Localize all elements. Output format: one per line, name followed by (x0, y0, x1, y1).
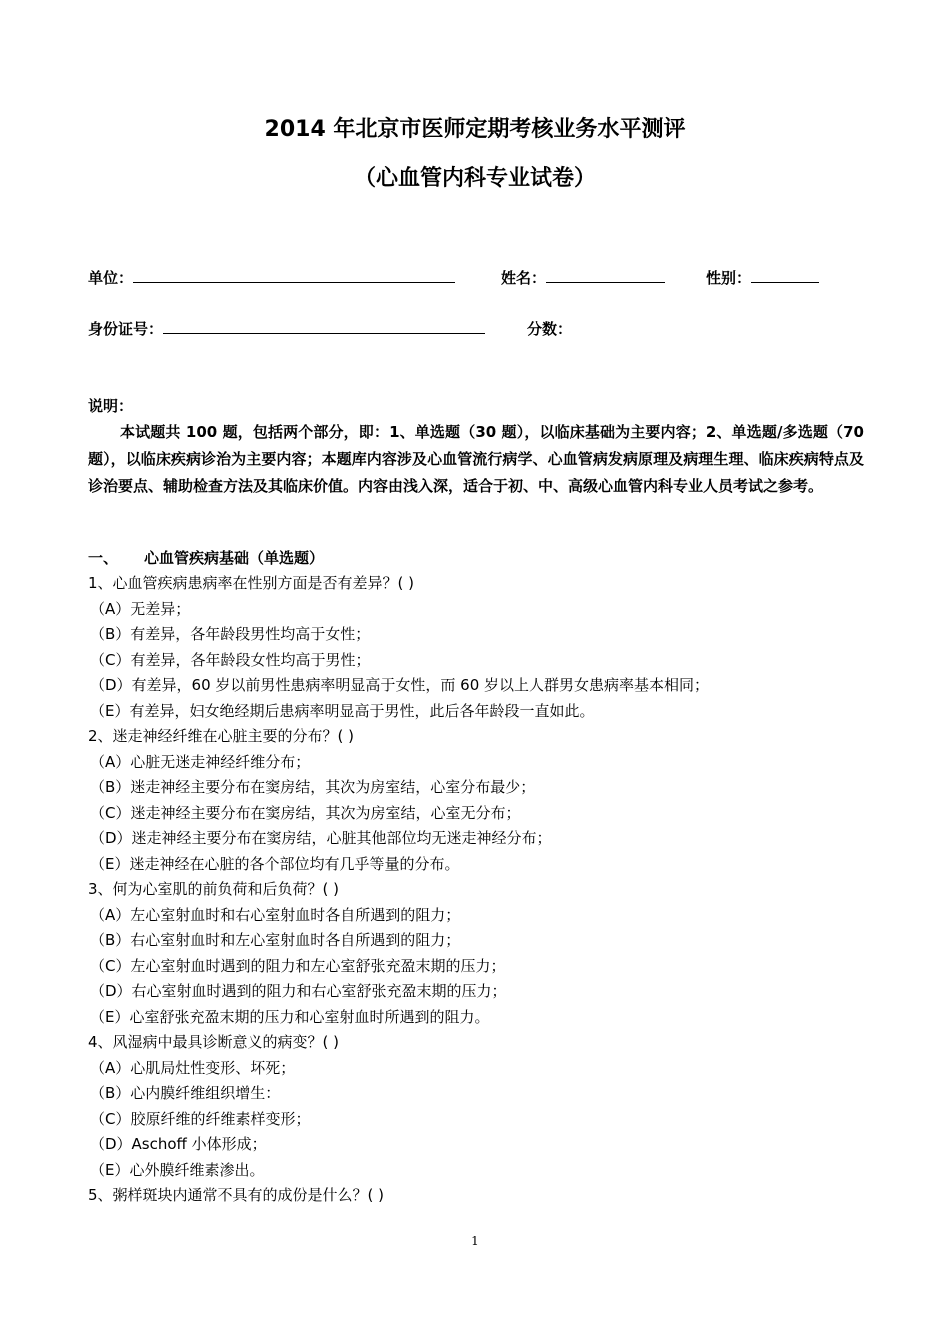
question-stem: 2、迷走神经纤维在心脏主要的分布？( ) (88, 727, 355, 745)
question-stem: 5、粥样斑块内通常不具有的成份是什么？( ) (88, 1186, 385, 1204)
question-stem: 4、风湿病中最具诊断意义的病变？( ) (88, 1033, 340, 1051)
answer-option: （C）左心室射血时遇到的阻力和左心室舒张充盈末期的压力； (90, 956, 506, 975)
answer-option: （C）有差异，各年龄段女性均高于男性； (90, 650, 371, 669)
id-blank (163, 319, 485, 334)
exam-title: 2014 年北京市医师定期考核业务水平测评 (264, 117, 686, 142)
answer-option: （B）迷走神经主要分布在窦房结，其次为房室结，心室分布最少； (90, 778, 536, 796)
answer-option: （C）胶原纤维的纤维素样变形； (90, 1109, 311, 1128)
gender-field (706, 267, 819, 289)
exam-subtitle: （心血管内科专业试卷） (353, 166, 596, 191)
id-label: 身份证号： (88, 320, 164, 338)
answer-option: （D）有差异，60 岁以前男性患病率明显高于女性，而 60 岁以上人群男女患病率基本相同； (90, 676, 710, 694)
answer-option: （A）心肌局灶性变形、坏死； (90, 1058, 296, 1077)
answer-option: （E）心外膜纤维素渗出。 (90, 1160, 265, 1179)
answer-option: （E）有差异，妇女绝经期后患病率明显高于男性，此后各年龄段一直如此。 (90, 701, 595, 720)
answer-option: （E）心室舒张充盈末期的压力和心室射血时所遇到的阻力。 (90, 1007, 490, 1026)
score-label: 分数： (527, 320, 573, 338)
answer-option: （B）心内膜纤维组织增生： (90, 1084, 281, 1102)
name-blank (546, 268, 665, 283)
instructions-body: 本试题共 100 题，包括两个部分，即：1、单选题（30 题），以临床基础为主要内容；2、单选题/多选题（70 题），以临床疾病诊治为主要内容；本题库内容涉及心血管流行病学、心血管病发病原理及病理生理、临床疾病特点及诊治要点、辅助检查方法及其临床价值。内容由浅入深，适合于初、中、高级心血管内科专业人员考试之参考。 (88, 423, 864, 495)
name-field (501, 267, 665, 289)
question-stem: 1、心血管疾病患病率在性别方面是否有差异？( ) (88, 574, 415, 592)
answer-option: （E）迷走神经在心脏的各个部位均有几乎等量的分布。 (90, 854, 460, 873)
gender-label: 性别： (706, 269, 752, 287)
answer-option: （C）迷走神经主要分布在窦房结，其次为房室结，心室无分布； (90, 803, 521, 822)
unit-label: 单位： (88, 269, 134, 287)
answer-option: （B）有差异，各年龄段男性均高于女性； (90, 625, 371, 643)
question-stem: 3、何为心室肌的前负荷和后负荷？( ) (88, 880, 340, 898)
gender-blank (751, 268, 819, 283)
name-label: 姓名： (501, 269, 547, 287)
unit-blank (133, 268, 455, 283)
answer-option: （B）右心室射血时和左心室射血时各自所遇到的阻力； (90, 931, 461, 949)
answer-option: （A）无差异； (90, 599, 191, 618)
answer-option: （D）Aschoff 小体形成； (90, 1135, 267, 1153)
unit-field (88, 267, 455, 289)
section-number: 一、 (88, 549, 119, 567)
answer-option: （D）右心室射血时遇到的阻力和右心室舒张充盈末期的压力； (90, 982, 507, 1000)
section-heading (88, 547, 324, 569)
id-field (88, 318, 485, 340)
score-field (527, 318, 572, 340)
answer-option: （A）左心室射血时和右心室射血时各自所遇到的阻力； (90, 905, 461, 924)
answer-option: （D）迷走神经主要分布在窦房结，心脏其他部位均无迷走神经分布； (90, 829, 552, 847)
page-number: 1 (471, 1234, 479, 1248)
section-title: 心血管疾病基础（单选题） (144, 549, 325, 567)
instructions-heading: 说明： (88, 397, 134, 415)
answer-option: （A）心脏无迷走神经纤维分布； (90, 752, 311, 771)
question-list (88, 571, 878, 1209)
